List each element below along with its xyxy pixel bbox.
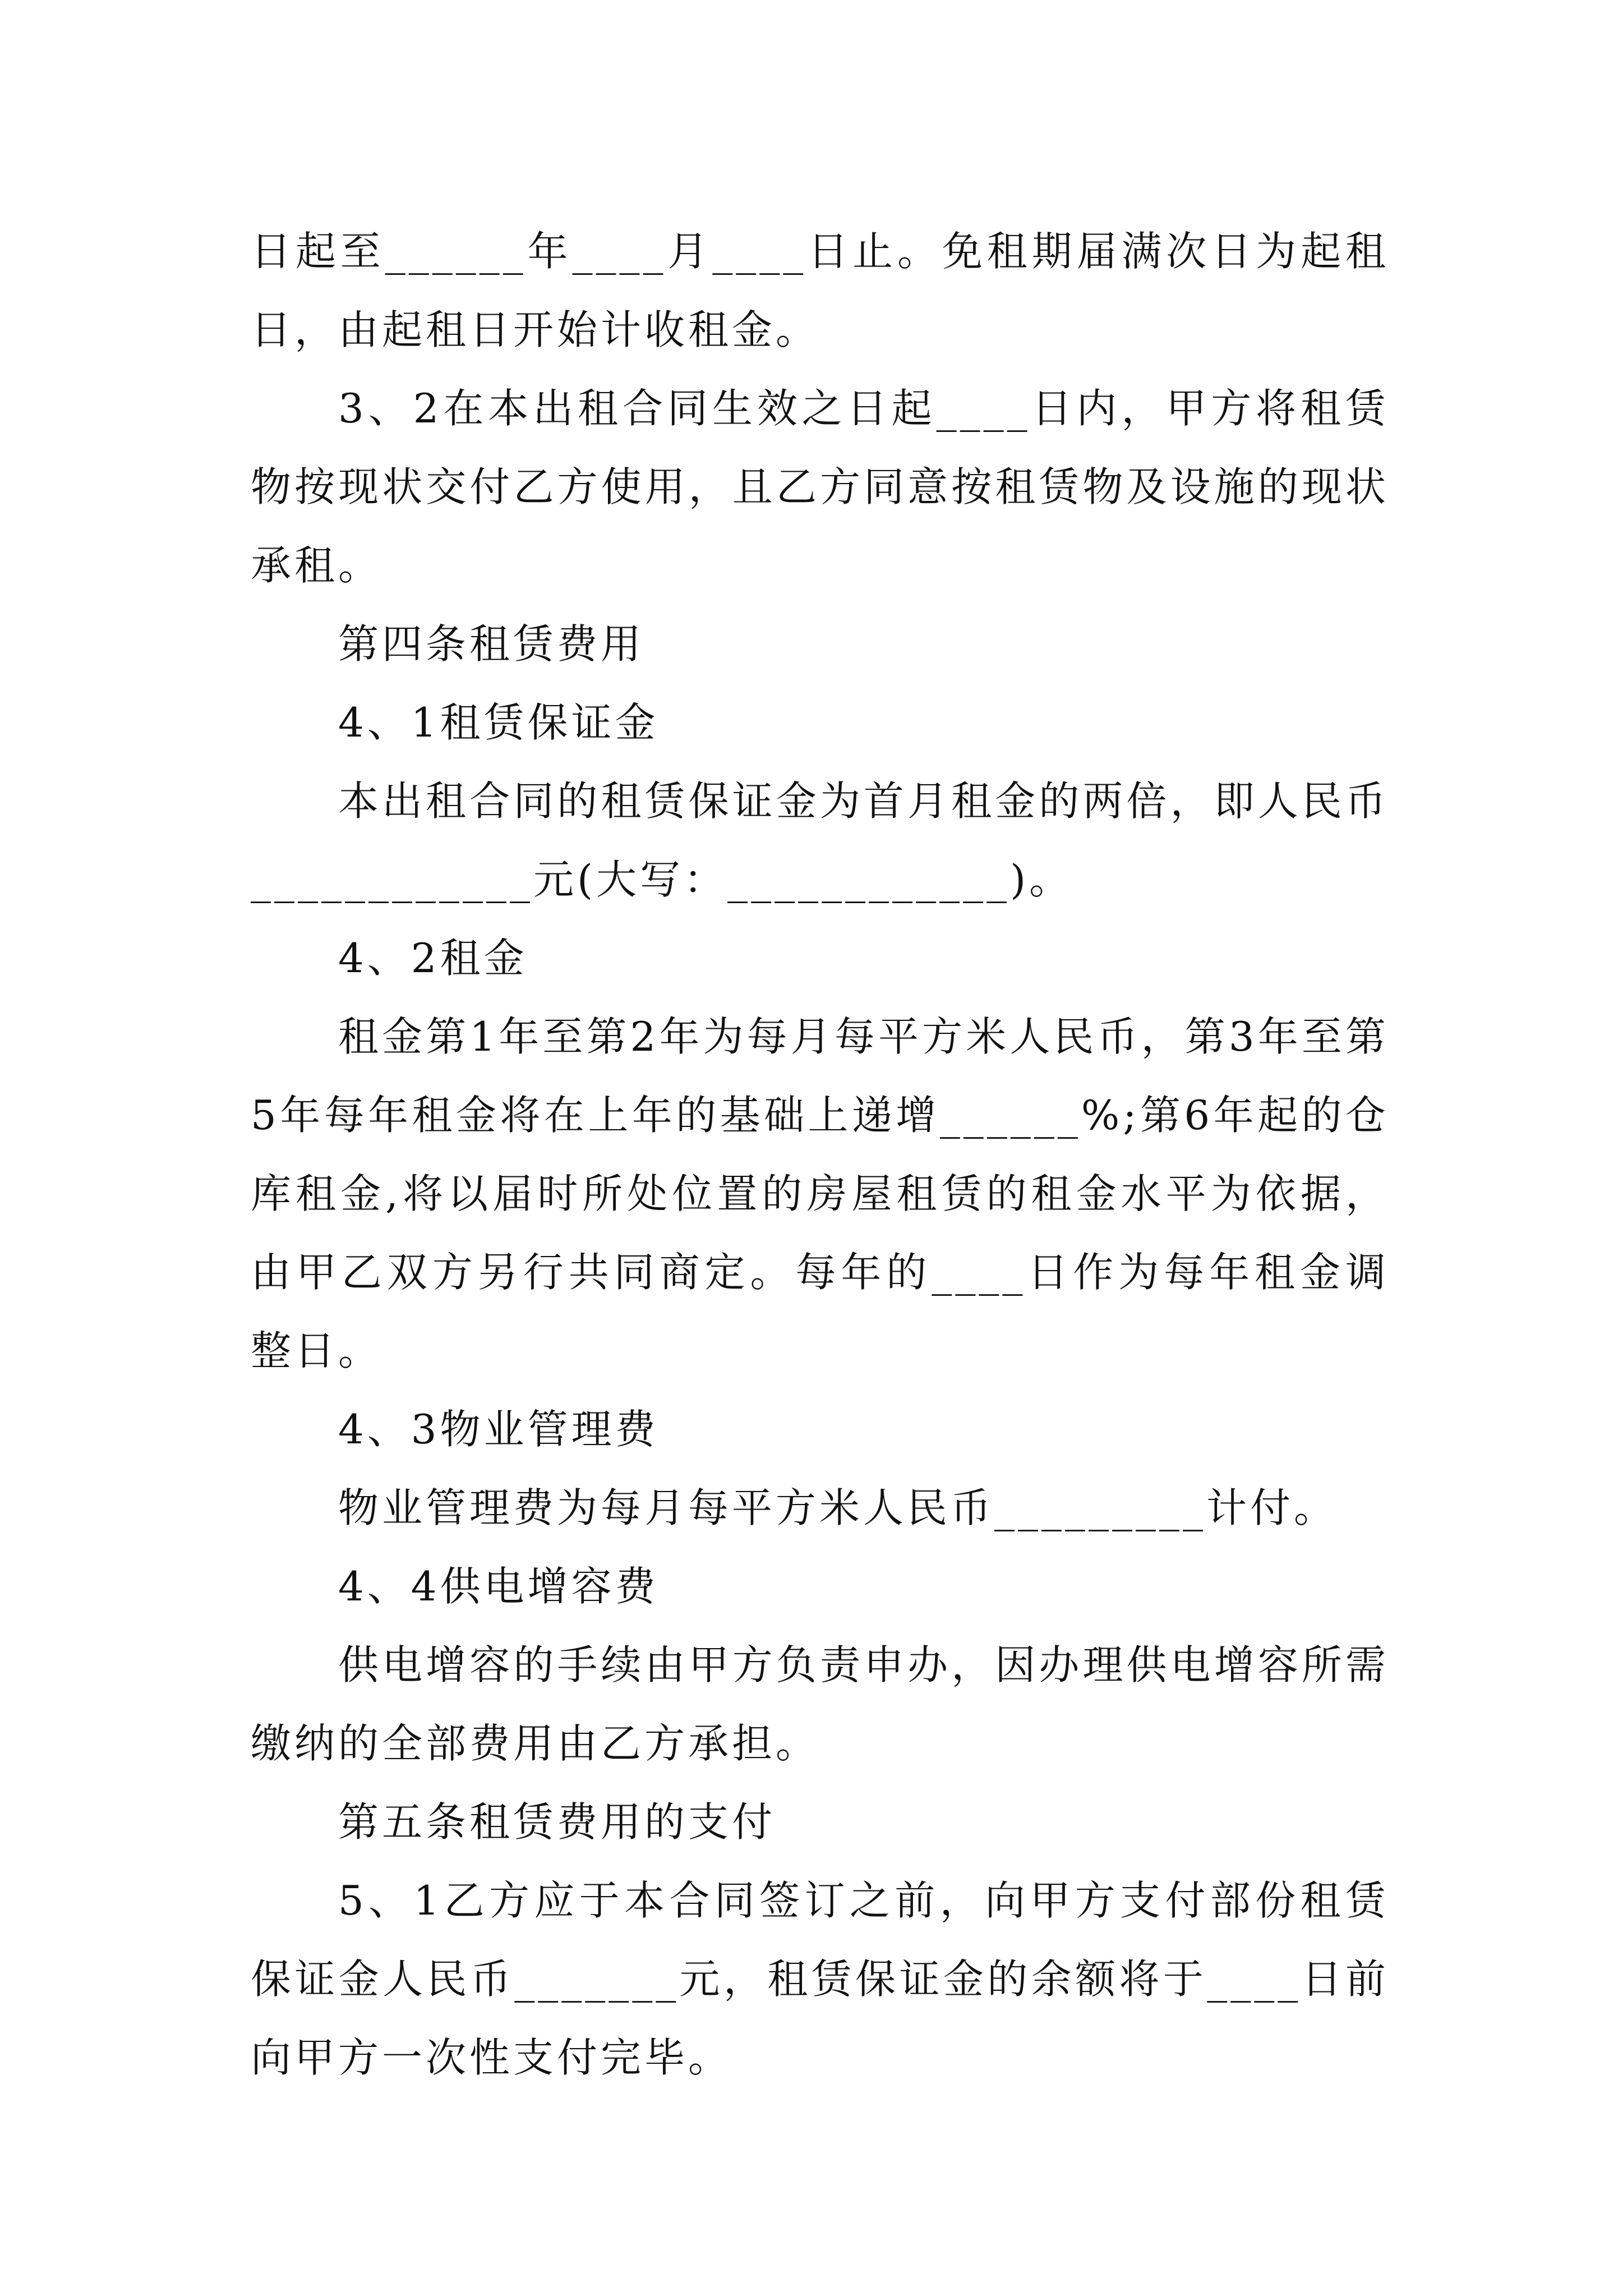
heading-clause-4-1: 4、1租赁保证金 bbox=[338, 699, 659, 746]
heading-clause-4-4: 4、4供电增容费 bbox=[338, 1563, 659, 1610]
heading-clause-4-2: 4、2租金 bbox=[338, 935, 528, 982]
document-body bbox=[251, 212, 1389, 2097]
paragraph-clause-3-2: 3、2在本出租合同生效之日起____日内，甲方将租赁物按现状交付乙方使用，且乙方同意按租赁物及设施的现状承租。 bbox=[251, 385, 1389, 589]
paragraph-free-rent-period: 日起至______年____月____日止。免租期届满次日为起租日，由起租日开始计收租金。 bbox=[251, 228, 1389, 353]
heading-article-4: 第四条租赁费用 bbox=[338, 620, 645, 668]
heading-clause-4-3: 4、3物业管理费 bbox=[338, 1406, 659, 1453]
paragraph-management-fee: 物业管理费为每月每平方米人民币_________计付。 bbox=[338, 1484, 1338, 1531]
heading-article-5: 第五条租赁费用的支付 bbox=[338, 1798, 776, 1846]
paragraph-clause-5-1: 5、1乙方应于本合同签订之前，向甲方支付部份租赁保证金人民币_______元，租赁保证金的余额将于____日前向甲方一次性支付完毕。 bbox=[251, 1877, 1389, 2081]
paragraph-deposit: 本出租合同的租赁保证金为首月租金的两倍，即人民币____________元(大写：____________)。 bbox=[251, 777, 1389, 903]
paragraph-power-capacity: 供电增容的手续由甲方负责申办，因办理供电增容所需缴纳的全部费用由乙方承担。 bbox=[251, 1641, 1389, 1767]
paragraph-rent: 租金第1年至第2年为每月每平方米人民币，第3年至第5年每年租金将在上年的基础上递增______%;第6年起的仓库租金,将以届时所处位置的房屋租赁的租金水平为依据，由甲乙双方另行共同商定。每年的____日作为每年租金调整日。 bbox=[251, 1013, 1389, 1374]
